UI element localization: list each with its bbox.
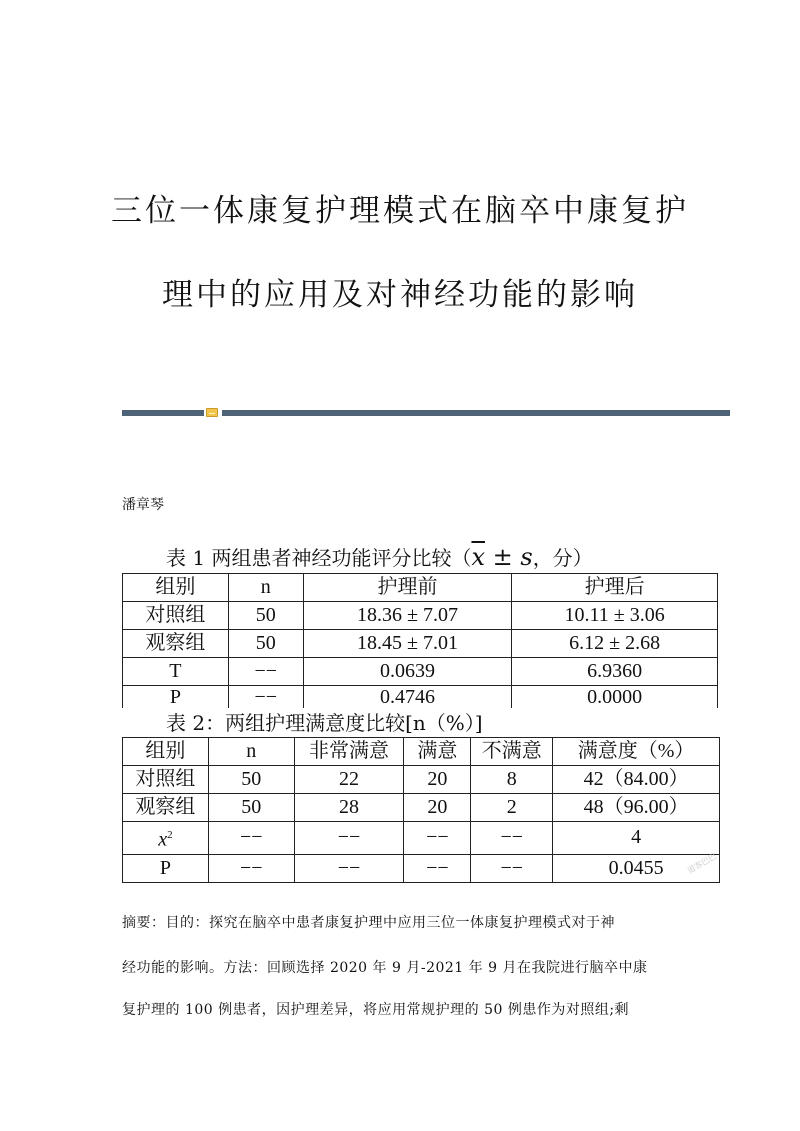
table-row xyxy=(123,658,718,686)
paper-title-line-2: 理中的应用及对神经功能的影响 xyxy=(162,277,638,313)
table2-cell: 0.0455 xyxy=(553,854,720,882)
table2-cell: 22 xyxy=(294,766,404,794)
table2-cell: −− xyxy=(404,854,471,882)
table1-caption-suffix: ，分） xyxy=(532,546,593,570)
table2-cell: 48（96.00） xyxy=(553,794,720,822)
table2-cell: 28 xyxy=(294,794,404,822)
table2-caption: 表 2：两组护理满意度比较[n（%）] xyxy=(166,711,483,735)
table1-cell: 50 xyxy=(228,602,303,630)
table1 xyxy=(122,573,718,708)
table2-cell: −− xyxy=(471,854,553,882)
table1-caption xyxy=(166,545,593,569)
table2-header-cell: 不满意 xyxy=(471,738,553,766)
table1-cell: T xyxy=(123,658,229,686)
table-row xyxy=(123,854,720,882)
table2-header-row xyxy=(123,738,720,766)
table1-header-cell: 护理前 xyxy=(303,574,512,602)
table2-chi-square-label: $x^2$ xyxy=(123,822,209,855)
table-row xyxy=(123,794,720,822)
table1-cell: 18.45 ± 7.01 xyxy=(303,630,512,658)
table-row xyxy=(123,766,720,794)
table1-cell: 0.0000 xyxy=(512,686,718,709)
table2-header-cell: 满意 xyxy=(404,738,471,766)
table2-cell: −− xyxy=(471,822,553,855)
watermark: 道客巴巴 xyxy=(685,851,719,876)
table2-cell: −− xyxy=(208,822,294,855)
table1-header-cell: 组别 xyxy=(123,574,229,602)
table2-cell: P xyxy=(123,854,209,882)
table-row xyxy=(123,602,718,630)
table1-cell: 0.0639 xyxy=(303,658,512,686)
abstract-line-1: 摘要：目的：探究在脑卒中患者康复护理中应用三位一体康复护理模式对于神 xyxy=(122,915,615,931)
table1-header-cell: n xyxy=(228,574,303,602)
table1-cell: 6.12 ± 2.68 xyxy=(512,630,718,658)
table1-cell: 6.9360 xyxy=(512,658,718,686)
table-row xyxy=(123,822,720,855)
table2-cell: −− xyxy=(294,822,404,855)
table2-cell: 50 xyxy=(208,794,294,822)
table-row xyxy=(123,686,718,709)
table2-header-cell: 满意度（%） xyxy=(553,738,720,766)
table1-cell: 10.11 ± 3.06 xyxy=(512,602,718,630)
table2-cell: 42（84.00） xyxy=(553,766,720,794)
table1-cell: 50 xyxy=(228,630,303,658)
divider-mark-icon xyxy=(206,408,218,417)
table1-header-row xyxy=(123,574,718,602)
table2-cell: 20 xyxy=(404,766,471,794)
author-name: 潘章琴 xyxy=(122,497,164,513)
table1-cell: 观察组 xyxy=(123,630,229,658)
table1-header-cell: 护理后 xyxy=(512,574,718,602)
table2-header-cell: n xyxy=(208,738,294,766)
table1-cell: 18.36 ± 7.07 xyxy=(303,602,512,630)
table1-cell: P xyxy=(123,686,229,709)
table2-cell: −− xyxy=(404,822,471,855)
table1-caption-math: $\overline{x} \pm s$ xyxy=(471,543,533,571)
table1-cell: 0.4746 xyxy=(303,686,512,709)
table2-cell: −− xyxy=(294,854,404,882)
table2-cell: 2 xyxy=(471,794,553,822)
table2-cell: 50 xyxy=(208,766,294,794)
table2-cell: 8 xyxy=(471,766,553,794)
abstract-line-2: 经功能的影响。方法：回顾选择 2020 年 9 月-2021 年 9 月在我院进行脑卒中康 xyxy=(122,960,648,976)
table2-header-cell: 非常满意 xyxy=(294,738,404,766)
table2-cell: −− xyxy=(208,854,294,882)
title-divider-left xyxy=(122,410,204,416)
table2-cell: 观察组 xyxy=(123,794,209,822)
paper-title-line-1: 三位一体康复护理模式在脑卒中康复护 xyxy=(111,193,689,229)
table1-cell: −− xyxy=(228,658,303,686)
table2-cell: 20 xyxy=(404,794,471,822)
table2-header-cell: 组别 xyxy=(123,738,209,766)
table1-caption-prefix: 表 1 两组患者神经功能评分比较（ xyxy=(166,546,472,570)
table1-cell: 对照组 xyxy=(123,602,229,630)
abstract-line-3: 复护理的 100 例患者，因护理差异，将应用常规护理的 50 例患作为对照组;剩 xyxy=(122,1002,630,1018)
table2-cell: 4 xyxy=(553,822,720,855)
table1-cell: −− xyxy=(228,686,303,709)
table2 xyxy=(122,737,720,883)
table2-cell: 对照组 xyxy=(123,766,209,794)
title-divider-right xyxy=(222,410,730,416)
table-row xyxy=(123,630,718,658)
